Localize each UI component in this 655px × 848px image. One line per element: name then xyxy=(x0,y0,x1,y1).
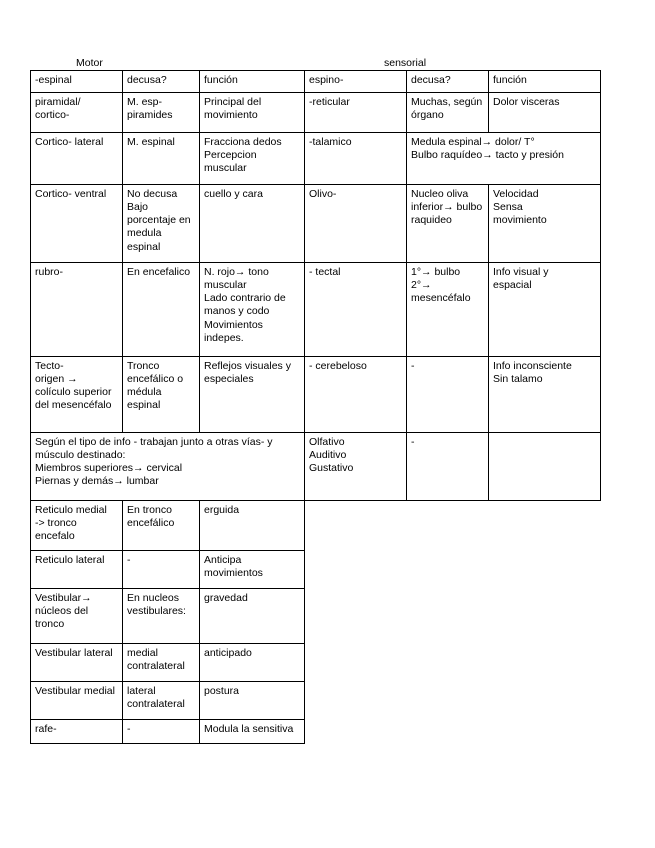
motor-note-cell: Según el tipo de info - trabajan junto a otras vías- y músculo destinado: Miembros superiores→ cervical Piernas y demás→ lumbar xyxy=(31,433,305,501)
motor-decussation-cell: medial contralateral xyxy=(123,644,200,682)
motor-col-header: -espinal xyxy=(31,71,123,93)
motor-function-cell: Reflejos visuales y especiales xyxy=(200,357,305,433)
motor-function-cell: Fracciona dedos Percepcion muscular xyxy=(200,133,305,185)
sensorial-decussation-function-cell: Medula espinal→ dolor/ T° Bulbo raquídeo→ tacto y presión xyxy=(407,133,601,185)
motor-pathway-cell: Vestibular lateral xyxy=(31,644,123,682)
sensorial-function-cell xyxy=(489,433,601,501)
sensorial-pathway-cell: - cerebeloso xyxy=(305,357,407,433)
motor-heading: Motor xyxy=(76,57,103,69)
motor-decussation-cell: En encefalico xyxy=(123,263,200,357)
sensorial-function-cell: Info inconsciente Sin talamo xyxy=(489,357,601,433)
motor-decussation-cell: En tronco encefálico xyxy=(123,501,200,551)
motor-decussation-cell: - xyxy=(123,551,200,589)
motor-pathway-cell: rubro- xyxy=(31,263,123,357)
table-row xyxy=(31,644,601,682)
sensorial-function-cell: Dolor visceras xyxy=(489,93,601,133)
motor-function-cell: anticipado xyxy=(200,644,305,682)
motor-decussation-cell: No decusa Bajo porcentaje en medula espinal xyxy=(123,185,200,263)
sensorial-decussation-cell: - xyxy=(407,357,489,433)
table-row xyxy=(31,133,601,185)
sensorial-function-cell: Info visual y espacial xyxy=(489,263,601,357)
table-row xyxy=(31,682,601,720)
table-row xyxy=(31,589,601,644)
motor-decussation-cell: M. espinal xyxy=(123,133,200,185)
table-row xyxy=(31,185,601,263)
motor-function-cell: postura xyxy=(200,682,305,720)
table-row xyxy=(31,357,601,433)
sensorial-col-header: espino- xyxy=(305,71,407,93)
sensorial-heading: sensorial xyxy=(384,57,427,69)
sensorial-col-header: decusa? xyxy=(407,71,489,93)
motor-function-cell: Modula la sensitiva xyxy=(200,720,305,744)
sensorial-function-cell: Velocidad Sensa movimiento xyxy=(489,185,601,263)
motor-pathway-cell: Reticulo lateral xyxy=(31,551,123,589)
motor-decussation-cell: lateral contralateral xyxy=(123,682,200,720)
motor-function-cell: gravedad xyxy=(200,589,305,644)
motor-decussation-cell: - xyxy=(123,720,200,744)
sensorial-decussation-cell: 1°→ bulbo 2°→ mesencéfalo xyxy=(407,263,489,357)
motor-pathway-cell: rafe- xyxy=(31,720,123,744)
motor-pathway-cell: Reticulo medial -> tronco encefalo xyxy=(31,501,123,551)
header-row xyxy=(31,71,601,93)
sensorial-col-header: función xyxy=(489,71,601,93)
motor-function-cell: Principal del movimiento xyxy=(200,93,305,133)
motor-pathway-cell: Tecto- origen → colículo superior del mesencéfalo xyxy=(31,357,123,433)
motor-pathway-cell: piramidal/ cortico- xyxy=(31,93,123,133)
sensorial-decussation-cell: Muchas, según órgano xyxy=(407,93,489,133)
motor-decussation-cell: M. esp- piramides xyxy=(123,93,200,133)
sensorial-decussation-cell: Nucleo oliva inferior→ bulbo raquideo xyxy=(407,185,489,263)
sensorial-pathway-cell: - tectal xyxy=(305,263,407,357)
table-row xyxy=(31,720,601,744)
motor-pathway-cell: Cortico- lateral xyxy=(31,133,123,185)
table-row xyxy=(31,551,601,589)
table-row xyxy=(31,501,601,551)
motor-col-header: función xyxy=(200,71,305,93)
motor-function-cell: cuello y cara xyxy=(200,185,305,263)
motor-pathway-cell: Vestibular→ núcleos del tronco xyxy=(31,589,123,644)
motor-decussation-cell: En nucleos vestibulares: xyxy=(123,589,200,644)
motor-col-header: decusa? xyxy=(123,71,200,93)
motor-function-cell: Anticipa movimientos xyxy=(200,551,305,589)
motor-function-cell: erguida xyxy=(200,501,305,551)
sensorial-pathway-cell: -reticular xyxy=(305,93,407,133)
sensorial-pathway-cell: Olivo- xyxy=(305,185,407,263)
pathways-table xyxy=(30,70,601,744)
motor-pathway-cell: Vestibular medial xyxy=(31,682,123,720)
sensorial-pathway-cell: -talamico xyxy=(305,133,407,185)
table-row xyxy=(31,263,601,357)
motor-pathway-cell: Cortico- ventral xyxy=(31,185,123,263)
table-row xyxy=(31,433,601,501)
table-row xyxy=(31,93,601,133)
sensorial-pathway-cell: Olfativo Auditivo Gustativo xyxy=(305,433,407,501)
motor-function-cell: N. rojo→ tono muscular Lado contrario de manos y codo Movimientos indepes. xyxy=(200,263,305,357)
sensorial-decussation-cell: - xyxy=(407,433,489,501)
motor-decussation-cell: Tronco encefálico o médula espinal xyxy=(123,357,200,433)
